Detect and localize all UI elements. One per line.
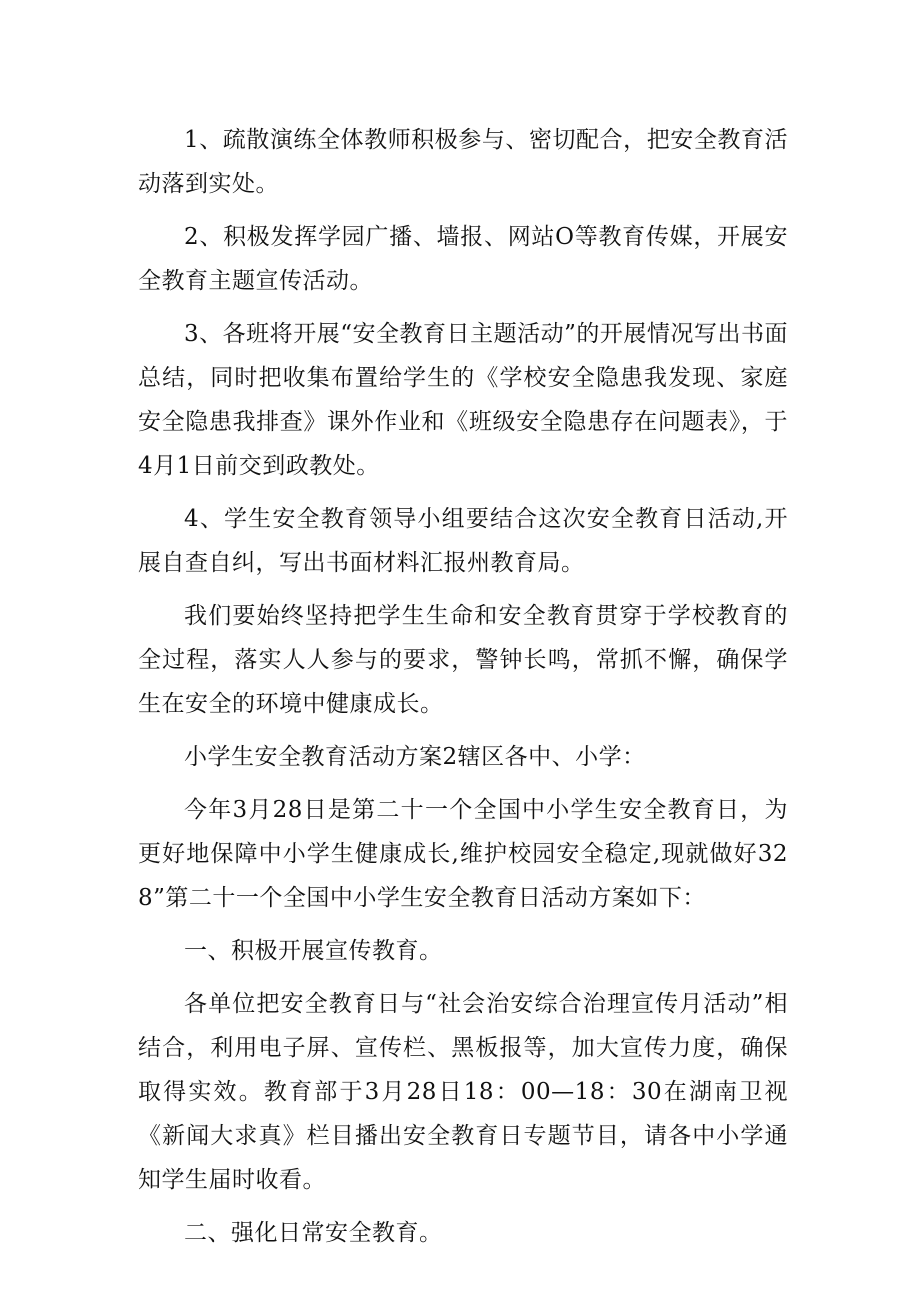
section-heading-1: 一、积极开展宣传教育。	[184, 938, 443, 964]
paragraph-6: 小学生安全教育活动方案2辖区各中、小学：	[184, 744, 646, 770]
paragraph-5: 我们要始终坚持把学生生命和安全教育贯穿于学校教育的全过程，落实人人参与的要求，警钟长鸣，常抓不懈，确保学生在安全的环境中健康成长。	[138, 603, 788, 717]
paragraph-8: 各单位把安全教育日与“社会治安综合治理宣传月活动”相结合，利用电子屏、宣传栏、黑板报等，加大宣传力度，确保取得实效。教育部于3月28日18：00—18：30在湖南卫视《新闻大求真》栏目播出安全教育日专题节目，请各中小学通知学生届时收看。	[138, 991, 788, 1193]
paragraph-2: 2、积极发挥学园广播、墙报、网站O等教育传媒，开展安全教育主题宣传活动。	[138, 224, 788, 294]
paragraph-7: 今年3月28日是第二十一个全国中小学生安全教育日，为更好地保障中小学生健康成长,维护校园安全稳定,现就做好328”第二十一个全国中小学生安全教育日活动方案如下：	[138, 797, 788, 911]
paragraph-1: 1、疏散演练全体教师积极参与、密切配合，把安全教育活动落到实处。	[138, 127, 788, 197]
document-body	[138, 118, 788, 1264]
section-heading-2: 二、强化日常安全教育。	[184, 1220, 443, 1246]
paragraph-4: 4、学生安全教育领导小组要结合这次安全教育日活动,开展自查自纠，写出书面材料汇报州教育局。	[138, 506, 788, 576]
paragraph-3: 3、各班将开展“安全教育日主题活动”的开展情况写出书面总结，同时把收集布置给学生的《学校安全隐患我发现、家庭安全隐患我排查》课外作业和《班级安全隐患存在问题表》，于4月1日前交到政教处。	[138, 321, 788, 479]
